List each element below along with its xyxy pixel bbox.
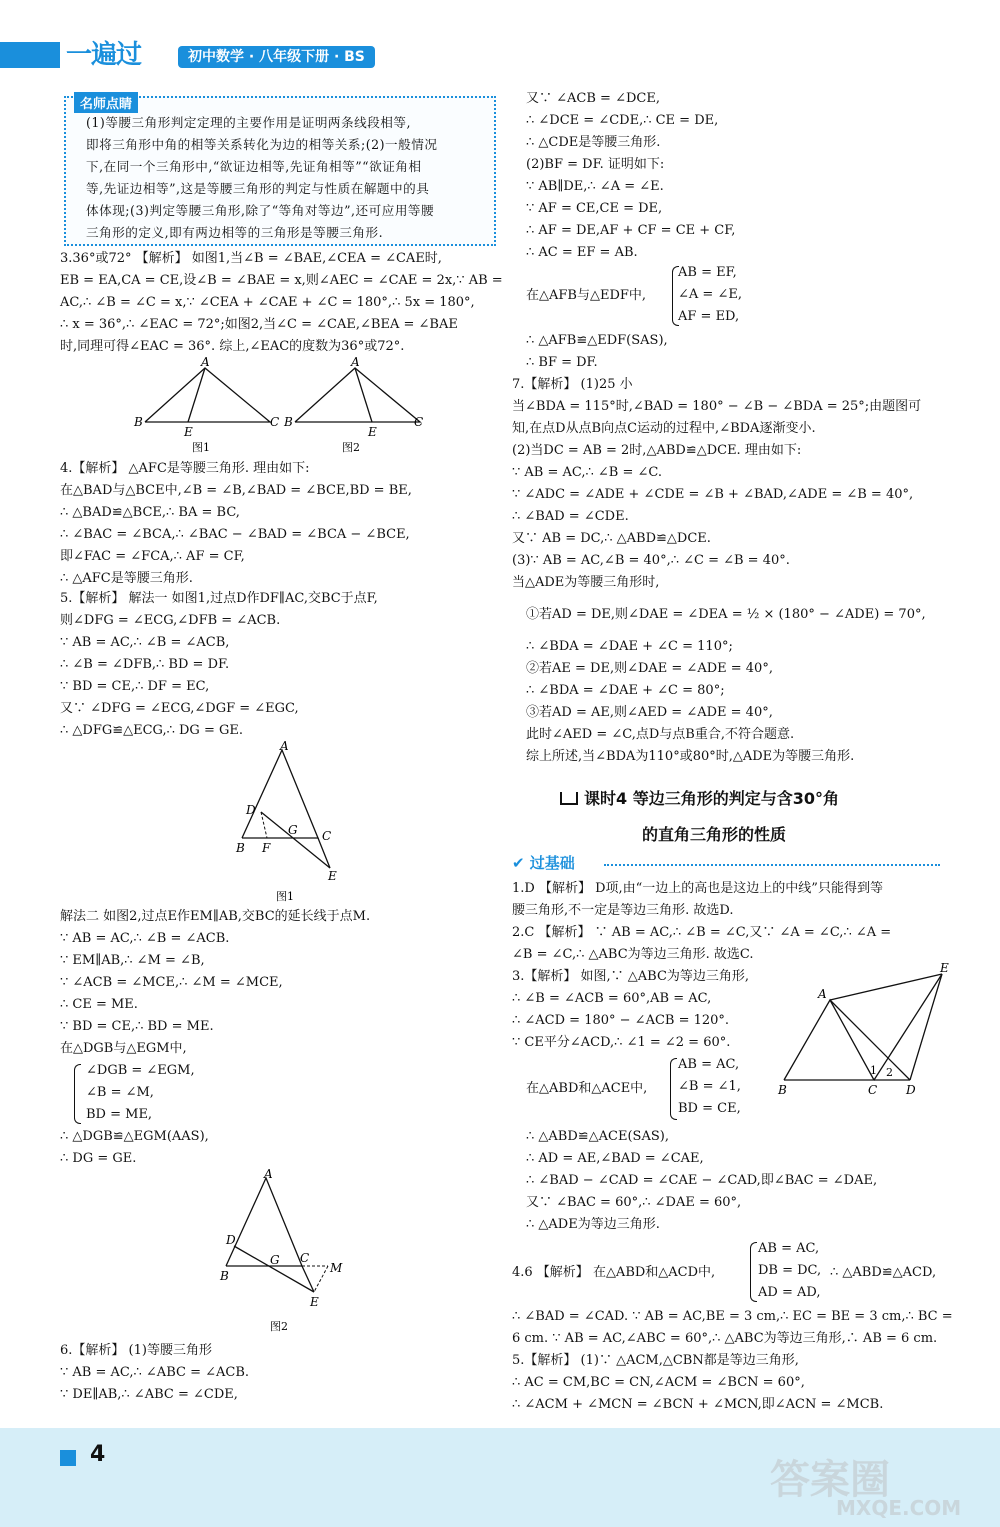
text-line-fraction: ①若AD = DE,则∠DAE = ∠DEA = ½ × (180° − ∠ADE) = 70°, (526, 607, 926, 622)
text-line: (2)当DC = AB = 2时,△ABD≌△DCE. 理由如下: (512, 443, 802, 458)
text-line: ∠B = ∠C,∴ △ABC为等边三角形. 故选C. (512, 947, 754, 962)
text-line: 又∵ ∠BAC = 60°,∴ ∠DAE = 60°, (526, 1195, 742, 1210)
text-line: 又∵ AB = DC,∴ △ABD≌△DCE. (512, 531, 711, 546)
f3r-label-a: A (818, 987, 827, 1001)
header-color-bar (0, 42, 60, 68)
brand-logo: 一遍过 (66, 40, 142, 70)
f5b-label-e: E (310, 1295, 319, 1309)
f5a-label-e: E (328, 869, 337, 883)
text-line: 7.【解析】 (1)25 小 (512, 377, 633, 392)
text-line: 6 cm. ∵ AB = AC,∠ABC = 60°,∴ △ABC为等边三角形,∴ AB = 6 cm. (512, 1331, 938, 1346)
text-line: ∴ ∠BAD − ∠CAD = ∠CAE − ∠CAD,即∠BAC = ∠DAE, (526, 1173, 878, 1188)
text-line: BD = CE, (678, 1101, 741, 1116)
book-icon (560, 792, 578, 805)
text-line: ∴ △BAD≌△BCE,∴ BA = BC, (60, 505, 240, 520)
figure-q3-1 (130, 356, 290, 456)
text-line: ②若AE = DE,则∠DAE = ∠ADE = 40°, (526, 661, 773, 676)
text-line: AC,∴ ∠B = ∠C = x,∵ ∠CEA + ∠CAE + ∠C = 180°,∴ 5x = 180°, (60, 295, 475, 310)
figure-q5-2 (212, 1168, 352, 1338)
text-line: 当△ADE为等腰三角形时, (512, 575, 660, 590)
text-line: ∴ ∠DCE = ∠CDE,∴ CE = DE, (526, 113, 719, 128)
f5b-label-m: M (330, 1261, 343, 1275)
f3r-label-c: C (868, 1083, 878, 1097)
text-line: ∴ AC = EF = AB. (526, 245, 638, 260)
lesson-title-text1: 课时4 等边三角形的判定与含30°角 (584, 789, 839, 808)
text-line: ∴ x = 36°,∴ ∠EAC = 72°;如图2,当∠C = ∠CAE,∠BEA = ∠BAE (60, 317, 458, 332)
text-line: ③若AD = AE,则∠AED = ∠ADE = 40°, (526, 705, 773, 720)
text-line: DB = DC, (758, 1263, 822, 1278)
text-line: ∵ CE平分∠ACD,∴ ∠1 = ∠2 = 60°. (512, 1035, 731, 1050)
text-line: ∴ AD = AE,∠BAD = ∠CAE, (526, 1151, 704, 1166)
f2-label-e: E (368, 425, 377, 439)
page-header (0, 0, 1000, 80)
f1-label-b: B (134, 415, 143, 429)
text-line: ∵ BD = CE,∴ DF = EC, (60, 679, 210, 694)
text-line: ∴ ∠B = ∠ACB = 60°,AB = AC, (512, 991, 712, 1006)
brace-lead: 在△ABD和△ACE中, (526, 1081, 648, 1096)
lesson-title-line2: 的直角三角形的性质 (642, 825, 787, 844)
f5b-label-a: A (264, 1168, 273, 1181)
f3r-label-e: E (940, 962, 949, 975)
text-line: AB = AC, (758, 1241, 820, 1256)
text-line: ∴ ∠BDA = ∠DAE + ∠C = 80°; (526, 683, 725, 698)
text-line: (3)∵ AB = AC,∠B = 40°,∴ ∠C = ∠B = 40°. (512, 553, 790, 568)
text-line: ∵ ∠ADC = ∠ADE + ∠CDE = ∠B + ∠BAD,∠ADE = ∠B = 40°, (512, 487, 914, 502)
text-line: ∴ AC = CM,BC = CN,∠ACM = ∠BCN = 60°, (512, 1375, 805, 1390)
section-heading (512, 852, 575, 873)
f5b-label-d: D (226, 1233, 236, 1247)
text-line: 5.【解析】 (1)∵ △ACM,△CBN都是等边三角形, (512, 1353, 799, 1368)
text-line: 等,先证边相等”,这是等腰三角形的判定与性质在解题中的具 (86, 181, 430, 196)
f2-caption: 图2 (342, 441, 360, 454)
f5a-label-b: B (236, 841, 245, 855)
section-divider (604, 864, 940, 866)
watermark-logo: 答案圈 (770, 1457, 890, 1503)
figure-r-q3 (770, 962, 960, 1102)
f5b-label-g: G (270, 1253, 280, 1267)
text-line: ∵ AB = AC,∴ ∠B = ∠ACB. (60, 931, 230, 946)
text-line: AB = AC, (678, 1057, 740, 1072)
text-line: ∴ △AFC是等腰三角形. (60, 571, 193, 586)
text-line: ∴ ∠BDA = ∠DAE + ∠C = 110°; (526, 639, 733, 654)
text-line: ∴ ∠BAC = ∠BCA,∴ ∠BAC − ∠BAD = ∠BCA − ∠BCE, (60, 527, 410, 542)
text-line: 则∠DFG = ∠ECG,∠DFB = ∠ACB. (60, 613, 281, 628)
f3r-label-1: 1 (870, 1064, 877, 1077)
text-line: ∵ AF = CE,CE = DE, (526, 201, 663, 216)
text-line: ∴ CE = ME. (60, 997, 138, 1012)
text-line: ∴ ∠ACM + ∠MCN = ∠BCN + ∠MCN,即∠ACN = ∠MCB. (512, 1397, 884, 1412)
text-line: ∴ △ABD≌△ACE(SAS), (526, 1129, 669, 1144)
text-line: ∵ AB = AC,∴ ∠B = ∠C. (512, 465, 663, 480)
text-line: ∴ ∠BAD = ∠CAD. ∵ AB = AC,BE = 3 cm,∴ EC = BE = 3 cm,∴ BC = (512, 1309, 953, 1324)
text-line: ∵ ∠ACB = ∠MCE,∴ ∠M = ∠MCE, (60, 975, 283, 990)
watermark-url: MXQE.COM (836, 1496, 962, 1520)
text-line: 1.D 【解析】 D项,由“一边上的高也是这边上的中线”只能得到等 (512, 881, 883, 896)
f5a-caption: 图1 (276, 890, 294, 903)
q4-lead: 4.6 【解析】 在△ABD和△ACD中, (512, 1265, 716, 1280)
f3r-label-2: 2 (886, 1066, 893, 1079)
text-line: AB = EF, (678, 265, 737, 280)
text-line: 5.【解析】 解法一 如图1,过点D作DF∥AC,交BC于点F, (60, 591, 378, 606)
figure-q3-2 (280, 356, 440, 456)
f5a-label-d: D (246, 803, 256, 817)
f3r-label-b: B (778, 1083, 787, 1097)
text-line: 知,在点D从点B向点C运动的过程中,∠BDA逐渐变小. (512, 421, 816, 436)
text-line: ∴ AF = DE,AF + CF = CE + CF, (526, 223, 736, 238)
text-line: 体体现;(3)判定等腰三角形,除了“等角对等边”,还可应用等腰 (86, 203, 435, 218)
f2-label-a: A (351, 356, 360, 369)
f5a-label-g: G (288, 823, 298, 837)
brace (74, 1064, 81, 1124)
text-line: ∠B = ∠1, (678, 1079, 741, 1094)
text-line: AD = AD, (758, 1285, 821, 1300)
text-line: ∴ △AFB≌△EDF(SAS), (526, 333, 668, 348)
f5b-caption: 图2 (270, 1320, 288, 1333)
text-line: (2)BF = DF. 证明如下: (526, 157, 665, 172)
text-line: 综上所述,当∠BDA为110°或80°时,△ADE为等腰三角形. (526, 749, 855, 764)
text-line: ∴ △DGB≌△EGM(AAS), (60, 1129, 209, 1144)
text-line: 三角形的定义,即有两边相等的三角形是等腰三角形. (86, 225, 384, 240)
f2-label-b: B (284, 415, 293, 429)
f5a-label-c: C (322, 829, 332, 843)
text-line: 6.【解析】 (1)等腰三角形 (60, 1343, 212, 1358)
f5a-label-a: A (280, 740, 289, 753)
f1-caption: 图1 (192, 441, 210, 454)
text-line: ∴ DG = GE. (60, 1151, 137, 1166)
text-line: AF = ED, (678, 309, 740, 324)
text-line: 下,在同一个三角形中,“欲证边相等,先证角相等”“欲证角相 (86, 159, 422, 174)
check-icon: ✔ (512, 854, 530, 872)
text-line: 在△BAD与△BCE中,∠B = ∠B,∠BAD = ∠BCE,BD = BE, (60, 483, 412, 498)
section-heading-text: 过基础 (529, 854, 575, 872)
text-line: 此时∠AED = ∠C,点D与点B重合,不符合题意. (526, 727, 795, 742)
text-line: 解法二 如图2,过点E作EM∥AB,交BC的延长线于点M. (60, 909, 371, 924)
text-line: ∴ ∠B = ∠DFB,∴ BD = DF. (60, 657, 230, 672)
brace-lead: 在△AFB与△EDF中, (526, 288, 647, 303)
text-line: ∠A = ∠E, (678, 287, 742, 302)
figure-q5-1 (230, 740, 350, 910)
text-line: 在△DGB与△EGM中, (60, 1041, 187, 1056)
text-line: ∴ BF = DF. (526, 355, 598, 370)
f1-label-a: A (201, 356, 210, 369)
brace (750, 1242, 757, 1302)
text-line: 即将三角形中角的相等关系转化为边的相等关系;(2)一般情况 (86, 137, 438, 152)
subject-tag: 初中数学 · 八年级下册 · BS (178, 46, 375, 68)
f2-label-c: C (414, 415, 424, 429)
f5b-label-b: B (220, 1269, 229, 1283)
text-line: 即∠FAC = ∠FCA,∴ AF = CF, (60, 549, 245, 564)
q4-tail: ∴ △ABD≌△ACD, (830, 1265, 937, 1280)
text-line: ∴ △CDE是等腰三角形. (526, 135, 661, 150)
text-line: ∴ △DFG≌△ECG,∴ DG = GE. (60, 723, 243, 738)
text-line: ∵ AB = AC,∴ ∠ABC = ∠ACB. (60, 1365, 250, 1380)
text-line: EB = EA,CA = CE,设∠B = ∠BAE = x,则∠AEC = ∠CAE = 2x,∵ AB = (60, 273, 503, 288)
text-line: 腰三角形,不一定是等边三角形. 故选D. (512, 903, 734, 918)
f5a-label-f: F (262, 841, 271, 855)
text-line: ∵ DE∥AB,∴ ∠ABC = ∠CDE, (60, 1387, 238, 1402)
text-line: 又∵ ∠DFG = ∠ECG,∠DGF = ∠EGC, (60, 701, 299, 716)
text-line: 2.C 【解析】 ∵ AB = AC,∴ ∠B = ∠C,又∵ ∠A = ∠C,∴ ∠A = (512, 925, 892, 940)
page-number: 4 (90, 1442, 106, 1467)
lesson-title-line1 (560, 786, 839, 809)
text-line: 当∠BDA = 115°时,∠BAD = 180° − ∠B − ∠BDA = 25°;由题图可 (512, 399, 922, 414)
text-line: ∵ EM∥AB,∴ ∠M = ∠B, (60, 953, 205, 968)
text-line: 时,同理可得∠EAC = 36°. 综上,∠EAC的度数为36°或72°. (60, 339, 405, 354)
text-line: ∵ BD = CE,∴ BD = ME. (60, 1019, 214, 1034)
text-line: ∴ △ADE为等边三角形. (526, 1217, 660, 1232)
text-line: ∠DGB = ∠EGM, (86, 1063, 195, 1078)
text-line: BD = ME, (86, 1107, 153, 1122)
f5b-label-c: C (300, 1251, 310, 1265)
text-line: ∴ ∠BAD = ∠CDE. (512, 509, 629, 524)
text-line: ∵ AB∥DE,∴ ∠A = ∠E. (526, 179, 664, 194)
text-line: 3.36°或72° 【解析】 如图1,当∠B = ∠BAE,∠CEA = ∠CAE时, (60, 251, 442, 266)
page-number-marker (60, 1450, 76, 1466)
f1-label-c: C (270, 415, 280, 429)
tip-title: 名师点睛 (74, 92, 138, 113)
text-line: ∵ AB = AC,∴ ∠B = ∠ACB, (60, 635, 230, 650)
text-line: ∠B = ∠M, (86, 1085, 154, 1100)
text-line: ∴ ∠ACD = 180° − ∠ACB = 120°. (512, 1013, 730, 1028)
f1-label-e: E (184, 425, 193, 439)
text-line: 4.【解析】 △AFC是等腰三角形. 理由如下: (60, 461, 310, 476)
f3r-label-d: D (906, 1083, 916, 1097)
text-line: (1)等腰三角形判定定理的主要作用是证明两条线段相等, (86, 115, 411, 130)
brace (670, 1058, 677, 1120)
text-line: 3.【解析】 如图,∵ △ABC为等边三角形, (512, 969, 750, 984)
text-line: 又∵ ∠ACB = ∠DCE, (526, 91, 660, 106)
